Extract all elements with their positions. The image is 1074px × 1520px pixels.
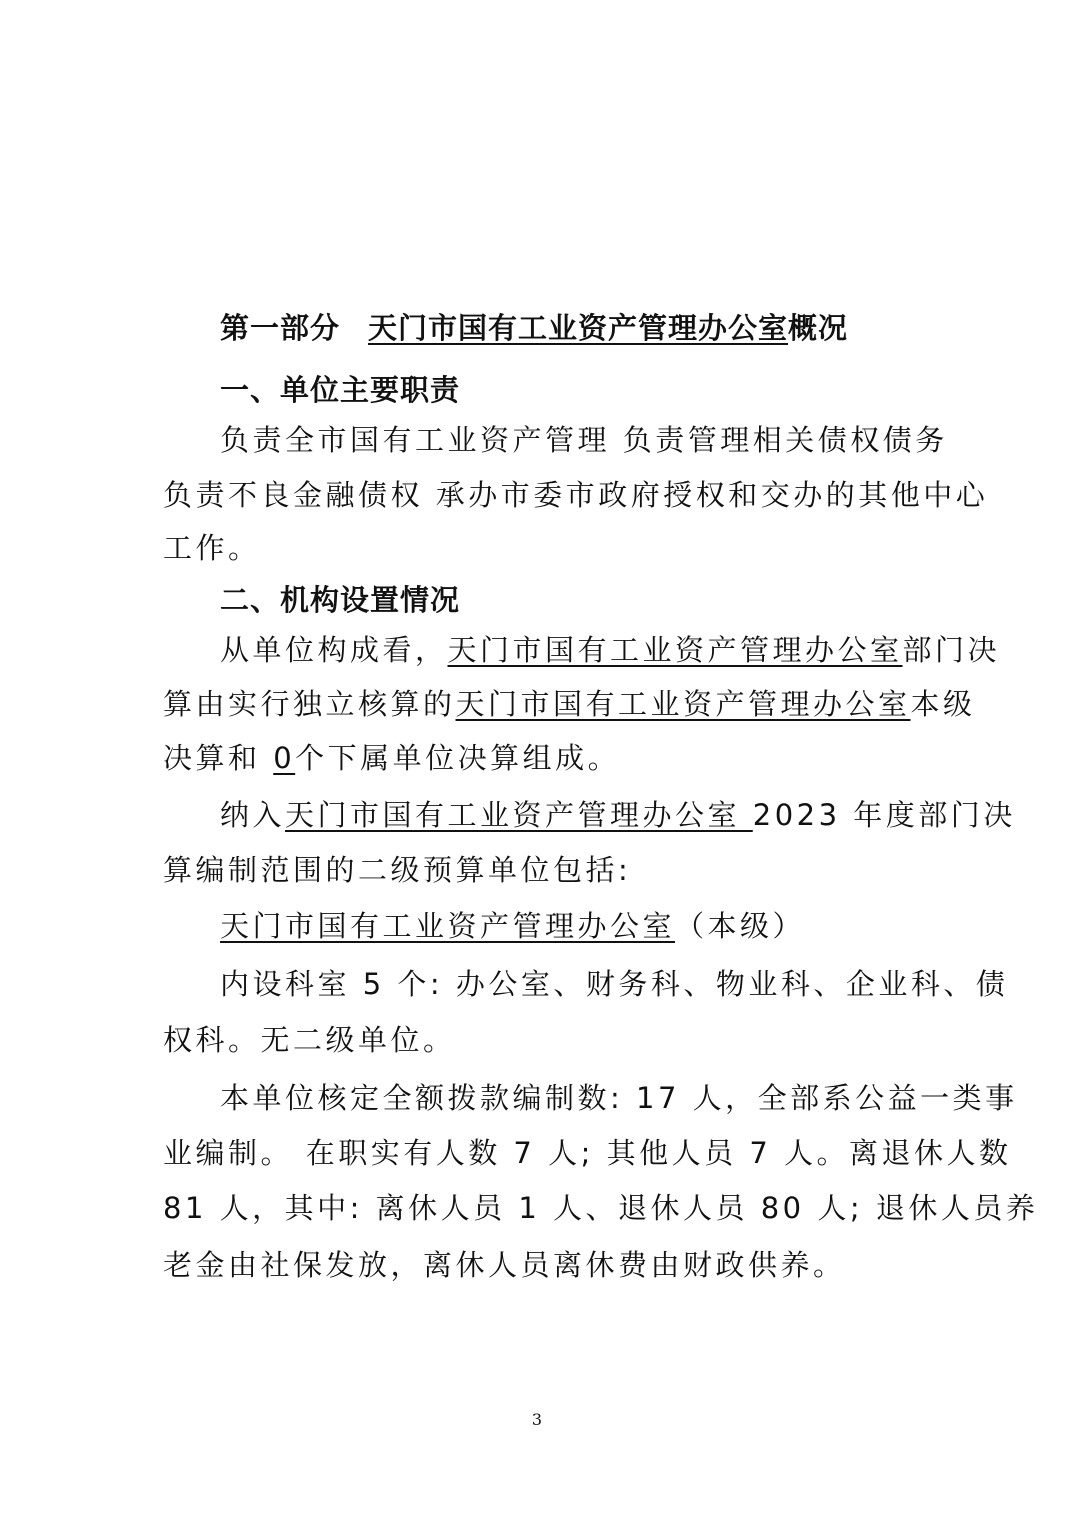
section2-p5-line-1: 本单位核定全额拨款编制数: 17 人，全部系公益一类事 (220, 1081, 1018, 1115)
page-number: 3 (531, 1410, 543, 1429)
subordinate-unit-count: 0 (273, 741, 296, 775)
org-name: 天门市国有工业资产管理办公室 (455, 687, 911, 721)
section1-heading: 一、单位主要职责 (220, 373, 461, 407)
section1-line-1: 负责全市国有工业资产管理 负责管理相关债权债务 (220, 423, 948, 457)
section2-p1-line-3: 决算和 0个下属单位决算组成。 (163, 741, 621, 775)
org-name: 天门市国有工业资产管理办公室 (285, 798, 753, 832)
section2-p2-line-2: 算编制范围的二级预算单位包括: (163, 853, 632, 887)
section1-line-2: 负责不良金融债权 承办市委市政府授权和交办的其他中心 (163, 478, 989, 512)
title-suffix: 概况 (788, 311, 849, 345)
section2-heading: 二、机构设置情况 (220, 583, 461, 617)
section2-p3-line: 天门市国有工业资产管理办公室（本级） (220, 909, 806, 943)
section2-p4-line-1: 内设科室 5 个: 办公室、财务科、物业科、企业科、债 (220, 967, 1009, 1001)
section2-p1-line-2: 算由实行独立核算的天门市国有工业资产管理办公室本级 (163, 687, 976, 721)
section2-p2-line-1: 纳入天门市国有工业资产管理办公室 2023 年度部门决 (220, 798, 1016, 832)
section2-p5-line-3: 81 人，其中: 离休人员 1 人、退休人员 80 人; 退休人员养 (163, 1191, 1039, 1225)
section2-p4-line-2: 权科。无二级单位。 (163, 1023, 456, 1057)
page-title (220, 308, 913, 348)
section2-p5-line-2: 业编制。 在职实有人数 7 人; 其他人员 7 人。离退休人数 (163, 1136, 1012, 1170)
section2-p5-line-4: 老金由社保发放，离休人员离休费由财政供养。 (163, 1248, 846, 1282)
org-name: 天门市国有工业资产管理办公室 (447, 633, 903, 667)
section2-p1-line-1: 从单位构成看，天门市国有工业资产管理办公室部门决 (220, 633, 1001, 667)
title-part: 第一部分 (220, 311, 341, 345)
org-name: 天门市国有工业资产管理办公室 (220, 909, 676, 943)
section1-line-3: 工作。 (163, 531, 261, 565)
title-org: 天门市国有工业资产管理办公室 (368, 311, 789, 345)
